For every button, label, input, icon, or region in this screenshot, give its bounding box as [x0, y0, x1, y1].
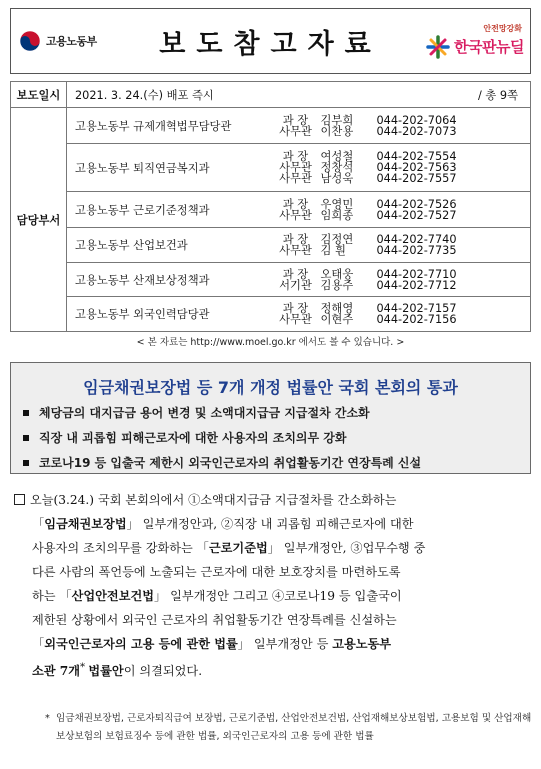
dept-name: 고용노동부 외국인력담당관	[67, 297, 271, 332]
headline: 임금채권보장법 등 7개 개정 법률안 국회 본회의 통과	[83, 378, 458, 397]
summary-bullets	[11, 404, 530, 471]
contact-person: 사무관 남성욱	[279, 172, 354, 185]
summary-bullet: 코로나19 등 입출국 제한시 외국인근로자의 취업활동기간 연장특례 신설	[23, 454, 530, 471]
footnote	[45, 710, 536, 746]
contact-person: 과 장 우영민	[282, 197, 354, 211]
phone-number: 044-202-7740	[376, 233, 457, 246]
contact-person: 사무관 이현주	[279, 313, 354, 326]
dept-name: 고용노동부 근로기준정책과	[67, 192, 271, 228]
footnote-marker: *	[45, 713, 50, 724]
page-count: / 총 9쪽	[477, 88, 518, 102]
ministry-logo	[11, 30, 136, 52]
contact-person: 과 장 오태웅	[282, 267, 354, 281]
body-paragraph: 오늘(3.24.) 국회 본회의에서 ①소액대지급금 지급절차를 간소화하는 「임금채권보장법」 일부개정안과, ②직장 내 괴롭힘 피해근로자에 대한 사용자의 조치의무를 강화하는 「근로기준법」 일부개정안, ③업무수행 중 다른 사람의 폭언등에 노출되는 근로자에 대한 보호장치를 마련하도록 하는 「산업안전보건법」 일부개정안 그리고 ④코로나19 등 입출국이 제한된 상황에서 외국인 근로자의 취업활동기간 연장특례를 신설하는 「외국인근로자의 고용 등에 관한 법률」 일부개정안 등 고용노동부 소관 7개* 법률안이 의결되었다.	[14, 488, 536, 683]
phone-number: 044-202-7073	[376, 124, 457, 138]
dept-name: 고용노동부 산업보건과	[67, 228, 271, 263]
ministry-name: 고용노동부	[46, 35, 97, 48]
dept-name: 고용노동부 퇴직연금복지과	[67, 144, 271, 192]
summary-bullet: 체당금의 대지급금 용어 변경 및 소액대지급금 지급절차 간소화	[23, 404, 530, 421]
contact-person: 사무관 이찬용	[279, 124, 354, 138]
contact-table	[10, 81, 531, 332]
dept-label: 담당부서	[11, 108, 67, 332]
contact-person: 사무관 정창석	[279, 161, 354, 174]
page-title: 보도참고자료	[159, 28, 382, 60]
website-notice: < 본 자료는 http://www.moel.go.kr 에서도 볼 수 있습니다. >	[136, 337, 405, 348]
date-label: 보도일시	[11, 82, 67, 108]
contact-person: 과 장 김정연	[282, 233, 354, 246]
phone-number: 044-202-7712	[376, 278, 457, 292]
contact-person: 서기관 김용주	[279, 278, 354, 292]
phone-number: 044-202-7064	[376, 113, 457, 127]
korean-new-deal-logo	[405, 23, 530, 60]
contact-person: 과 장 김부희	[282, 113, 354, 127]
contact-person: 과 장 정해영	[282, 302, 354, 315]
summary-box	[10, 362, 531, 474]
new-deal-symbol-icon	[425, 34, 451, 60]
dept-name: 고용노동부 규제개혁법무담당관	[67, 108, 271, 144]
knd-name: 한국판뉴딜	[454, 38, 524, 56]
taegeuk-emblem-icon	[19, 30, 41, 52]
square-bullet-icon	[23, 435, 29, 441]
release-date: 2021. 3. 24.(수) 배포 즉시	[75, 88, 214, 102]
dept-name: 고용노동부 산재보상정책과	[67, 263, 271, 297]
contact-person: 과 장 여성철	[282, 150, 354, 163]
phone-number: 044-202-7554	[376, 150, 457, 163]
phone-number: 044-202-7710	[376, 267, 457, 281]
phone-number: 044-202-7563	[376, 161, 457, 174]
phone-number: 044-202-7735	[376, 244, 457, 257]
summary-bullet: 직장 내 괴롭힘 피해근로자에 대한 사용자의 조치의무 강화	[23, 429, 530, 446]
phone-number: 044-202-7527	[376, 208, 457, 222]
press-header	[10, 8, 531, 74]
phone-number: 044-202-7557	[376, 172, 457, 185]
phone-number: 044-202-7156	[376, 313, 457, 326]
square-bullet-icon	[23, 410, 29, 416]
footnote-text: 임금채권보장법, 근로자퇴직급여 보장법, 근로기준법, 산업안전보건법, 산업재해보상보험법, 고용보험 및 산업재해보상보험의 보험료징수 등에 관한 법률, 외국인근로자의 고용 등에 관한 법률	[56, 713, 532, 742]
phone-number: 044-202-7526	[376, 197, 457, 211]
phone-number: 044-202-7157	[376, 302, 457, 315]
knd-tagline: 안전망강화	[483, 23, 522, 33]
contact-person: 사무관 임희종	[279, 208, 354, 222]
square-bullet-icon	[23, 460, 29, 466]
contact-person: 사무관 김 훤	[279, 244, 346, 257]
checkbox-bullet-icon	[14, 494, 25, 505]
